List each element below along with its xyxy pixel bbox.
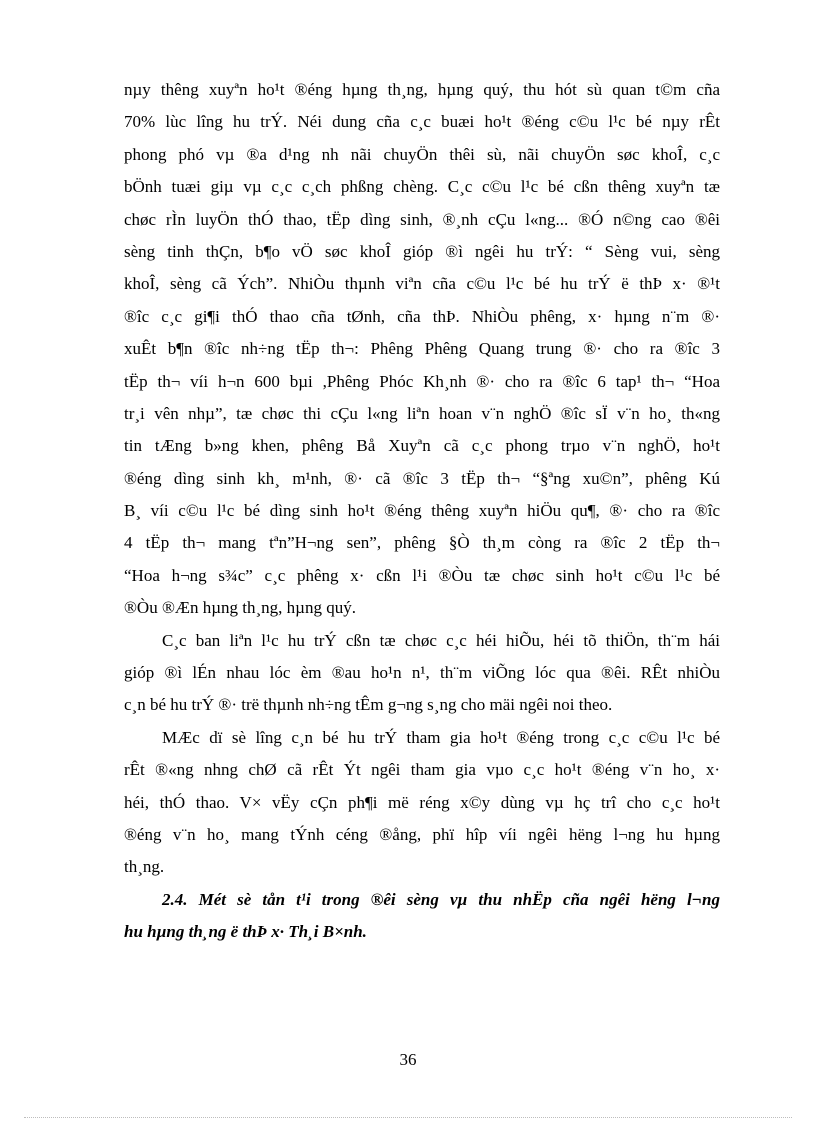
text-line: xuÊt b¶n ®îc nh÷ng tËp th¬: Phêng Phêng Quang trung ®· cho ra ®îc 3 — [124, 339, 720, 359]
text-line: ®éng v¨n ho¸ mang tÝnh céng ®ång, phï hîp víi ngêi hëng l¬ng hu hµng — [124, 824, 720, 844]
text-line: ®Òu ®Æn hµng th¸ng, hµng quý. — [124, 598, 356, 618]
text-line: C¸c ban liªn l¹c hu trÝ cßn tæ chøc c¸c héi hiÕu, héi tõ thiÖn, th¨m hái — [162, 630, 720, 650]
heading-line: hu hµng th¸ng ë thÞ x· Th¸i B×nh. — [124, 922, 367, 942]
heading-line: 2.4. Mét sè tån t¹i trong ®êi sèng vµ thu nhËp cña ngêi hëng l¬ng — [162, 889, 720, 909]
text-line: 70% lùc lîng hu trÝ. Néi dung cña c¸c buæi ho¹t ®éng c©u l¹c bé nµy rÊt — [124, 112, 720, 132]
text-line: tr¸i vên nhµ”, tæ chøc thi cÇu l«ng liªn hoan v¨n nghÖ ®îc sÏ v¨n ho¸ th«ng — [124, 403, 720, 423]
text-line: nµy thêng xuyªn ho¹t ®éng hµng th¸ng, hµng quý, thu hót sù quan t©m cña — [124, 80, 720, 99]
text-line: 4 tËp th¬ mang tªn”H¬ng sen”, phêng §Ò th¸m còng ra ®îc 2 tËp th¬ — [124, 533, 720, 553]
text-line: ®îc c¸c gi¶i thÓ thao cña tØnh, cña thÞ. NhiÒu phêng, x· hµng n¨m ®· — [124, 306, 720, 326]
text-line: MÆc dï sè lîng c¸n bé hu trÝ tham gia ho¹t ®éng trong c¸c c©u l¹c bé — [162, 727, 720, 747]
text-line: th¸ng. — [124, 857, 165, 877]
text-line: khoÎ, sèng cã Ých”. NhiÒu thµnh viªn cña c©u l¹c bé hu trÝ ë thÞ x· ®¹t — [124, 274, 720, 294]
text-line: rÊt ®«ng nhng chØ cã rÊt Ýt ngêi tham gia vµo c¸c ho¹t ®éng v¨n ho¸ x· — [124, 760, 720, 780]
text-line: héi, thÓ thao. V× vËy cÇn ph¶i më réng x©y dùng vµ hç trî cho c¸c ho¹t — [124, 792, 720, 812]
footer-divider — [24, 1117, 792, 1118]
text-line: tËp th¬ víi h¬n 600 bµi ,Phêng Phóc Kh¸nh ®· cho ra ®îc 6 tap¹ th¬ “Hoa — [124, 371, 720, 391]
text-line: sèng tinh thÇn, b¶o vÖ søc khoÎ gióp ®ì ngêi hu trÝ: “ Sèng vui, sèng — [124, 241, 720, 261]
text-line: chøc rÌn luyÖn thÓ thao, tËp dìng sinh, ®¸nh cÇu l«ng... ®Ó n©ng cao ®êi — [124, 209, 720, 229]
paragraph-2 — [124, 625, 720, 722]
text-line: bÖnh tuæi giµ vµ c¸c c¸ch phßng chèng. C¸c c©u l¹c bé cßn thêng xuyªn tæ — [124, 177, 720, 197]
text-line: phong phó vµ ®a d¹ng nh nãi chuyÖn thêi sù, nãi chuyÖn søc khoÎ, c¸c — [124, 144, 720, 164]
text-line: “Hoa h¬ng s¾c” c¸c phêng x· cßn l¹i ®Òu tæ chøc sinh ho¹t c©u l¹c bé — [124, 565, 720, 585]
paragraph-3 — [124, 722, 720, 884]
text-line: tin tÆng b»ng khen, phêng Bå Xuyªn cã c¸c phong trµo v¨n nghÖ, ho¹t — [124, 436, 720, 456]
text-line: ®éng dìng sinh kh¸ m¹nh, ®· cã ®îc 3 tËp th¬ “§ªng xu©n”, phêng Kú — [124, 468, 720, 488]
text-line: c¸n bé hu trÝ ®· trë thµnh nh÷ng tÊm g¬ng s¸ng cho mäi ngêi noi theo. — [124, 695, 613, 715]
section-heading — [124, 884, 720, 949]
body-text — [124, 74, 720, 949]
page-number: 36 — [399, 1050, 417, 1069]
paragraph-1 — [124, 74, 720, 625]
text-line: gióp ®ì lÉn nhau lóc èm ®au ho¹n n¹, th¨m viÕng lóc qua ®êi. RÊt nhiÒu — [124, 663, 720, 683]
text-line: B¸ víi c©u l¹c bé dìng sinh ho¹t ®éng thêng xuyªn hiÖu qu¶, ®· cho ra ®îc — [124, 501, 720, 521]
